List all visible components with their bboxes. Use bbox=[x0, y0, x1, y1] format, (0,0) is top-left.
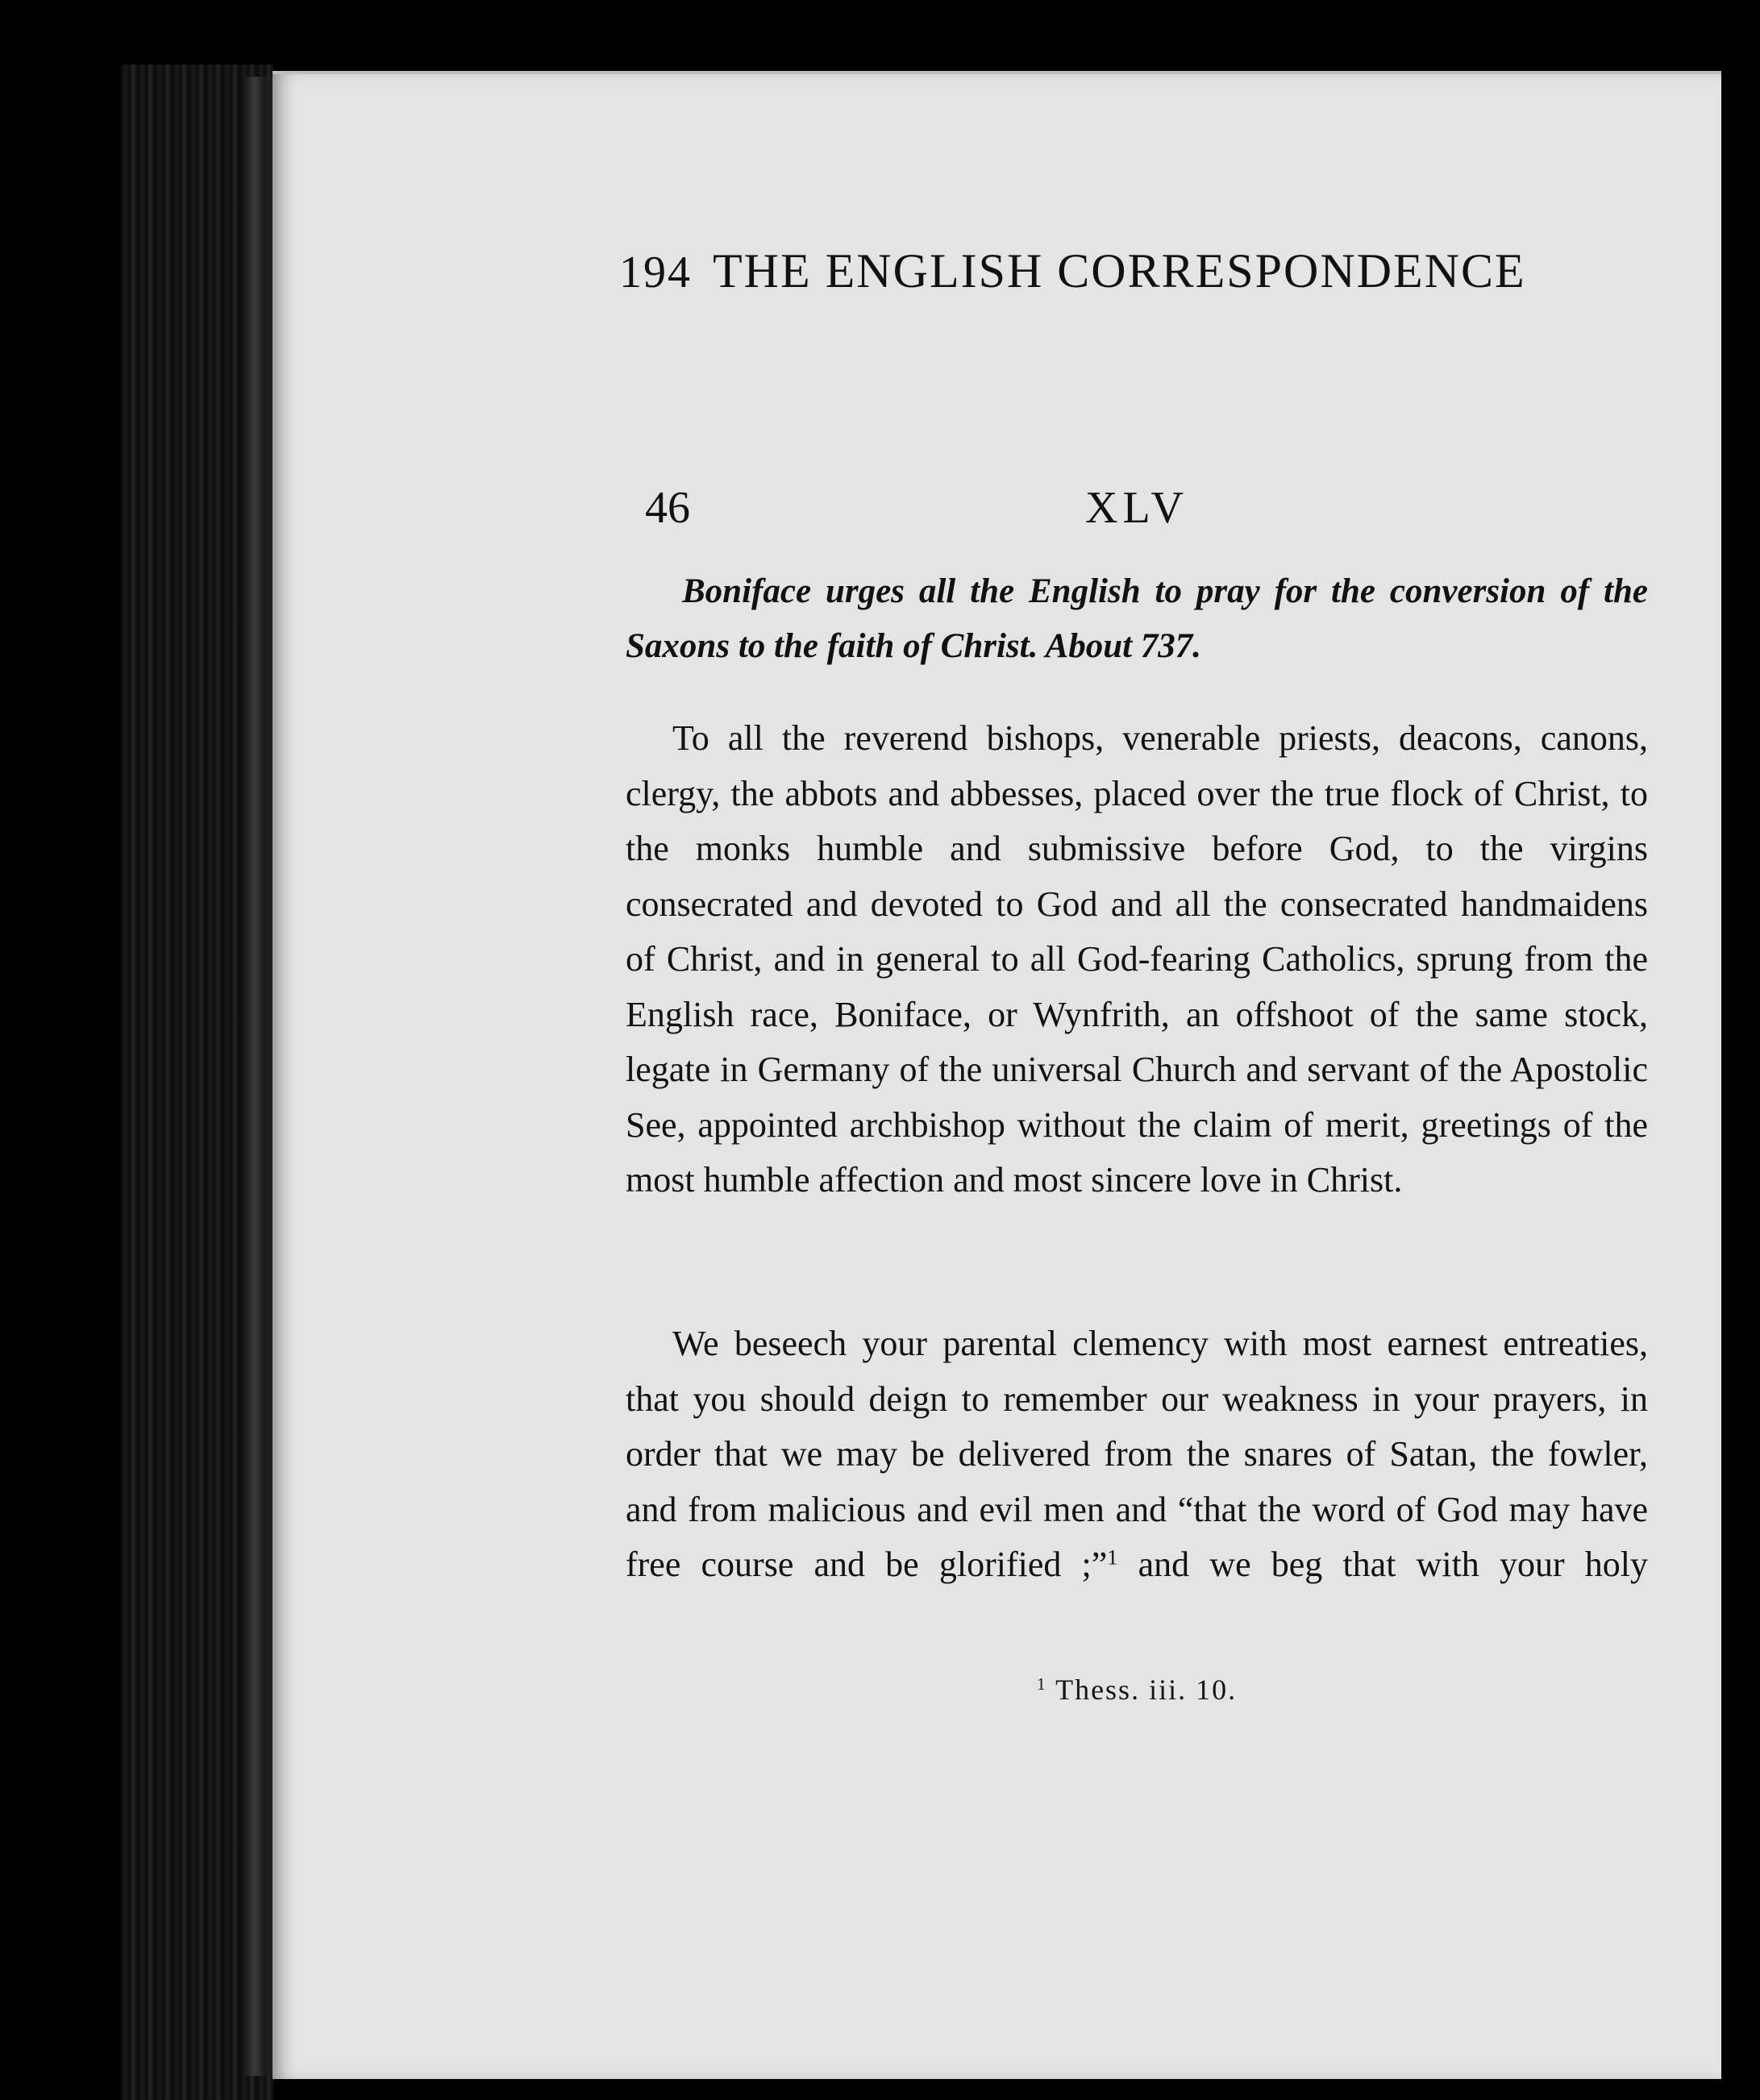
running-head-title: THE ENGLISH CORRESPONDENCE bbox=[713, 244, 1526, 297]
running-head bbox=[619, 243, 1595, 299]
binding-edge bbox=[242, 77, 274, 2076]
paragraph-entreaty-text: We beseech your parental clemency with most earnest entreaties, that you should deign to remember our weakness in your prayers, in order that we may be delivered from the snares of Satan, the fowler, and from malicious and evil men and “that the word of God may have free course and be glorified ;” bbox=[626, 1324, 1648, 1584]
letter-number: 46 bbox=[645, 483, 690, 533]
footnote bbox=[626, 1673, 1648, 1707]
page-number: 194 bbox=[619, 247, 692, 297]
paragraph-salutation: To all the reverend bishops, venerable priests, deacons, canons, clergy, the abbots and abbesses, placed over the true flock of Christ, to the monks humble and submissive before God, to the virgins consecrated and devoted to God and all the consecrated handmaidens of Christ, and in general to all God-fearing Catholics, sprung from the English race, Boniface, or Wynfrith, an offshoot of the same stock, legate in Germany of the universal Church and servant of the Apostolic See, appointed archbishop without the claim of merit, greetings of the most humble affection and most sincere love in Christ. bbox=[626, 718, 1648, 1200]
letter-summary: Boniface urges all the English to pray for the conversion of the Saxons to the faith of Christ. About 737. bbox=[626, 572, 1648, 665]
footnote-text: Thess. iii. 10. bbox=[1055, 1674, 1238, 1706]
footnote-marker: 1 bbox=[1036, 1674, 1047, 1695]
letter-heading bbox=[626, 482, 1648, 539]
paragraph-entreaty bbox=[626, 1316, 1648, 1593]
paragraph-entreaty-continuation: and we beg that with your holy bbox=[1117, 1545, 1648, 1584]
footnote-reference: 1 bbox=[1107, 1545, 1118, 1570]
letter-roman-numeral: XLV bbox=[1085, 483, 1188, 533]
